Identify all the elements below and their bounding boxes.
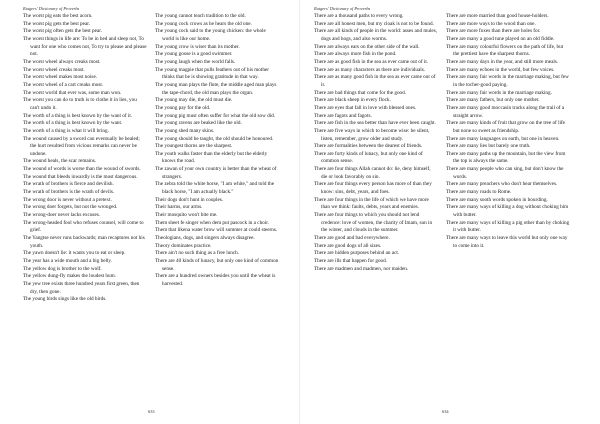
proverb-entry: Their dogs don't hunt in couples. bbox=[155, 196, 224, 203]
proverb-entry: The young ravens are beaked like the old. bbox=[155, 120, 242, 127]
proverb-entry: There are more married than good house-holders. bbox=[446, 13, 549, 19]
proverb-entry: There are many fathers, but only one mother. bbox=[446, 97, 540, 104]
proverb-entry: The worst pig often gets the best pear. bbox=[23, 28, 102, 35]
proverb-entry: There are four things to which you should not lend credence: love of women, the charity of Imam, sun in the winter, and clouds in the summer. bbox=[314, 212, 433, 234]
proverb-entry: There are good and bad everywhere. bbox=[314, 235, 390, 242]
proverb-entry: There are ills that happen for good. bbox=[314, 258, 388, 264]
proverb-entry: There are many ways to leave this world but only one way to come into it. bbox=[446, 235, 568, 249]
proverb-entry: There are hidden purposes behind an act. bbox=[314, 250, 400, 257]
proverb-entry: The worst wheel of a cart creaks most. bbox=[23, 81, 104, 88]
proverb-entry: The young cock said to the young chicken: the whole world is like our home. bbox=[155, 28, 266, 42]
proverb-entry: The worst wheel makes most noise. bbox=[23, 74, 98, 81]
proverb-entry: There are many days in the year, and still more meals. bbox=[446, 58, 559, 65]
proverb-entry: There are always more fish in the pond. bbox=[314, 51, 397, 58]
proverb-entry: There are as good fish in the sea as ever came out of it. bbox=[314, 58, 429, 65]
proverb-entry: The young may die, the old must die. bbox=[155, 97, 233, 104]
left-page-column-1 bbox=[23, 13, 147, 304]
proverb-entry: Them sheet fe singer when dem put pascock in a choir. bbox=[155, 219, 269, 226]
proverb-entry: There are black sheep in every flock. bbox=[314, 97, 391, 104]
proverb-entry: The Yangtse never runs backwards; man recaptures not his youth. bbox=[23, 235, 145, 249]
proverb-entry: There are many lies but barely one truth. bbox=[446, 143, 531, 150]
proverb-entry: The young birds sings like the old birds. bbox=[23, 296, 107, 303]
proverb-entry: The wound of words is worse than the wound of swords. bbox=[23, 166, 141, 173]
proverb-entry: There are 40 kinds of lunacy, but only one kind of common sense. bbox=[155, 258, 279, 272]
proverb-entry: There ain't no such thing as a free lunch. bbox=[155, 250, 240, 257]
proverb-entry: The worth of a thing is what it will bring. bbox=[23, 127, 109, 134]
proverb-entry: The worst wheel always creaks most. bbox=[23, 58, 101, 65]
proverb-entry: There are a hundred owners besides you until the wheat is harvested. bbox=[155, 273, 276, 287]
proverb-entry: There are many ways of killing a dog without choking him with butter. bbox=[446, 204, 569, 219]
proverb-entry: There are bad things that come for the good. bbox=[314, 89, 407, 96]
proverb-entry: There are many ways of killing a pig other than by choking it with butter. bbox=[446, 219, 570, 234]
proverb-entry: The wound caused by a sword can eventually be healed; the hurt resulted from vicious remarks can never be undone. bbox=[23, 135, 140, 157]
proverb-entry: The young shed many skins. bbox=[155, 127, 215, 134]
proverb-entry: The wound heals, the scar remains. bbox=[23, 158, 97, 165]
proverb-entry: The young pay for the old. bbox=[155, 104, 211, 111]
proverb-entry: There are many echoes in the world, but few voices. bbox=[446, 66, 555, 73]
proverb-entry: The yawn doesn't lie: it wants you to eat or sleep. bbox=[23, 250, 126, 257]
proverb-entry: The worst wheel creaks most. bbox=[23, 66, 85, 73]
proverb-entry: There are formalities between the dearest of friends. bbox=[314, 143, 423, 150]
proverb-entry: The yew tree exists three hundred years first green, then dry, then gone. bbox=[23, 280, 140, 295]
proverb-entry: The young cannot teach tradition to the old. bbox=[155, 13, 246, 19]
proverb-entry: There are fish in the sea better than have ever been caught. bbox=[314, 120, 436, 127]
proverb-entry: The wound that bleeds inwardly is the most dangerous. bbox=[23, 173, 138, 180]
proverb-entry: Their harms, our arms. bbox=[155, 204, 203, 211]
proverb-entry: The young cock crows as he hears the old one. bbox=[155, 20, 252, 27]
proverb-entry: The wrath of brothers is fierce and devilish. bbox=[23, 181, 114, 188]
proverb-entry: There are many preachers who don't hear themselves. bbox=[446, 181, 558, 188]
proverb-entry: The worth of a thing is best known by the want of it. bbox=[23, 112, 133, 119]
proverb-entry: The wrong door is never without a pretext. bbox=[23, 196, 112, 203]
proverb-entry: There are always ears on the other side of the wall. bbox=[314, 43, 420, 50]
proverb-entry: The zebra told the white horse, "I am white," and told the black horse, "I am actually black." bbox=[155, 181, 275, 196]
proverb-entry: The zawan of your own country is better than the wheat of strangers. bbox=[155, 166, 277, 180]
proverb-entry: There are fagots and fagots. bbox=[314, 112, 372, 119]
proverb-entry: The worst world that ever was, some man won. bbox=[23, 89, 122, 96]
proverb-entry: There are as many good fish in the sea as ever came out of it. bbox=[314, 74, 436, 88]
proverb-entry: The wrong-headed fool who refuses counsel, will come to grief. bbox=[23, 219, 144, 234]
proverb-entry: The yellow dog is brother to the wolf. bbox=[23, 265, 102, 272]
proverb-entry: There are good dogs of all sizes. bbox=[314, 242, 382, 249]
proverb-entry: The yellow dung-fly makes the loudest hum. bbox=[23, 273, 116, 280]
proverb-entry: Them that likena water brow will summer at could steerns. bbox=[155, 227, 278, 234]
proverb-entry: The worst pig gets the best pear. bbox=[23, 20, 90, 27]
proverb-entry: There are all kinds of people in the world: asses and mules, dogs and hogs, and also worms. bbox=[314, 28, 438, 42]
page-number: 634 bbox=[442, 409, 449, 414]
proverb-entry: There are many fair words in the marriage making. bbox=[446, 89, 552, 96]
proverb-entry: The year has a wide mouth and a big belly. bbox=[23, 258, 112, 264]
proverb-entry: The young man plays the flute, the middle aged man plays the tape-chord, the old man plays the organ. bbox=[155, 81, 277, 96]
proverb-entry: There are as many characters as there are individuals. bbox=[314, 66, 426, 73]
proverb-entry: Theologians, dogs, and singers always disagree. bbox=[155, 235, 255, 242]
proverb-entry: There are many good moccasin tracks along the trail of a straight arrow. bbox=[446, 104, 565, 119]
proverb-entry: There are forty kinds of lunacy, but only one kind of common sense. bbox=[314, 150, 423, 165]
proverb-entry: There are madmen and madmen, nor maiden. bbox=[314, 265, 409, 272]
proverb-entry: Their mosquito won't bite me. bbox=[155, 212, 218, 219]
proverb-entry: Theory dominates practice. bbox=[155, 242, 212, 249]
right-page bbox=[300, 0, 600, 424]
proverb-entry: The young laugh when the world falls. bbox=[155, 58, 236, 65]
proverb-entry: There are a thousand paths to every wrong. bbox=[314, 13, 404, 19]
proverb-entry: There are many colourful flowers on the path of life, but the prettiest have the sharpest thorns. bbox=[446, 43, 564, 58]
proverb-entry: There are many sooth words spoken in bourding. bbox=[446, 196, 548, 203]
proverb-entry: The young crow is wiser than its mother. bbox=[155, 43, 240, 50]
running-header: Rutgers' Dictionary of Proverbs bbox=[314, 6, 371, 11]
proverb-entry: The young pig must often suffer for what the old sow did. bbox=[155, 112, 276, 119]
proverb-entry: The wrong doer forgets, but not the wronged. bbox=[23, 204, 118, 211]
proverb-entry: The young magpie that pulls feathers out of his mother thinks that he is showing gratitude in that way. bbox=[155, 66, 269, 81]
proverb-entry: There are many paths up the mountain, but the view from the top is always the same. bbox=[446, 150, 566, 165]
proverb-entry: The young goose is a good swimmer. bbox=[155, 51, 233, 58]
proverb-entry: The young should be taught, the old should be honoured. bbox=[155, 135, 274, 142]
proverb-entry: There are many kinds of fruit that grow on the tree of life but none so sweet as friendship. bbox=[446, 120, 565, 134]
proverb-entry: There are all honest men, but my cloak is not to be found. bbox=[314, 20, 434, 27]
proverb-entry: There are many people who can sing, but don't know the words. bbox=[446, 166, 564, 180]
proverb-entry: There are many languages on earth, but one in heaven. bbox=[446, 135, 560, 142]
proverb-entry: The worst you can do to truth is to clothe it in lies, you can't undo it. bbox=[23, 97, 137, 111]
proverb-entry: There are more ways to the wood than one. bbox=[446, 20, 536, 27]
page-number: 633 bbox=[148, 409, 155, 414]
proverb-entry: There are more foxes than there are holes for. bbox=[446, 28, 541, 35]
proverb-entry: The worth of a thing is best known by the want. bbox=[23, 120, 123, 127]
proverb-entry: There are four things in the life of which we have more than we think: faults, debts, years and enemies. bbox=[314, 196, 429, 211]
proverb-entry: There are four things Allah cannot do: lie, deny himself, die or look favorably on sin. bbox=[314, 166, 431, 180]
proverb-entry: The wrath of brothers is the wrath of devils. bbox=[23, 189, 115, 196]
proverb-entry: The youngest thorns are the sharpest. bbox=[155, 143, 233, 150]
right-page-column-2 bbox=[446, 13, 570, 250]
proverb-entry: The worst pig eats the best acorn. bbox=[23, 13, 93, 19]
right-page-column-1 bbox=[314, 13, 438, 273]
proverb-entry: The youth walks faster than the elderly but the elderly knows the road. bbox=[155, 150, 268, 165]
proverb-entry: There are four things every person has more of than they know: sins, debt, years, and foes. bbox=[314, 181, 432, 196]
proverb-entry: There are many fair words in the marriage making, but few in the tocher-good paying. bbox=[446, 74, 569, 88]
proverb-entry: There are five ways in which to become wise: be silent, listen, remember, grow older and study. bbox=[314, 127, 430, 142]
proverb-entry: The wrong-doer never lacks excuses. bbox=[23, 212, 101, 219]
proverb-entry: The worst things in life are: To be in bed and sleep not, To want for one who comes not, To try to please and please not. bbox=[23, 35, 147, 58]
proverb-entry: There are many roads to Rome. bbox=[446, 189, 512, 196]
left-page-column-2 bbox=[155, 13, 279, 289]
proverb-entry: There are eyes that fall in love with blessed ones. bbox=[314, 104, 417, 111]
running-header: Rutgers' Dictionary of Proverbs bbox=[23, 6, 80, 11]
proverb-entry: There are many a good tune played on an old fiddle. bbox=[446, 35, 555, 42]
